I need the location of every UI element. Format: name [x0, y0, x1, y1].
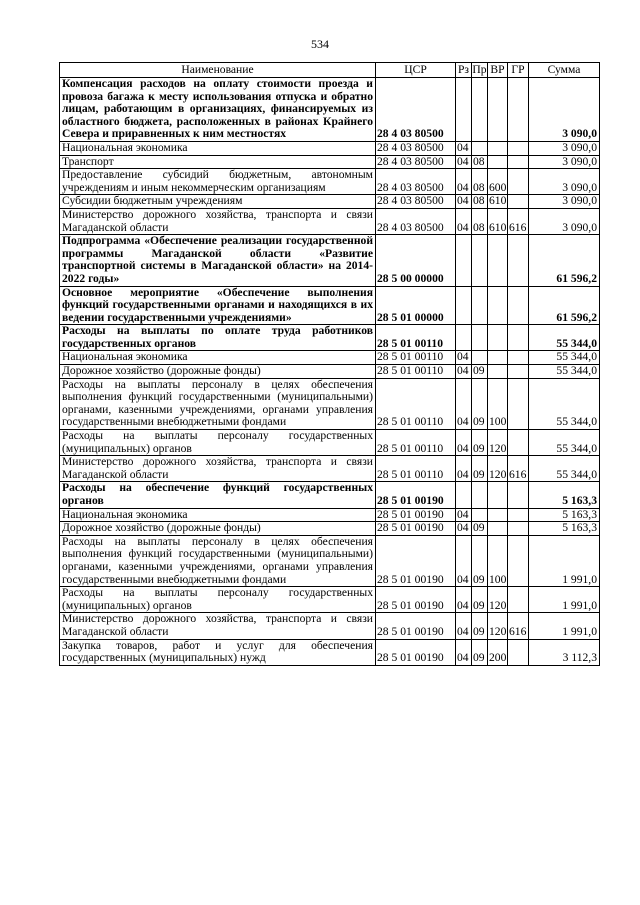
cell-vr: [488, 508, 508, 522]
cell-sum: 61 596,2: [529, 235, 600, 286]
cell-vr: [488, 286, 508, 325]
cell-pr: [472, 235, 488, 286]
cell-csr: 28 5 01 00190: [376, 522, 456, 536]
cell-sum: 3 090,0: [529, 169, 600, 195]
cell-sum: 1 991,0: [529, 535, 600, 586]
cell-csr: 28 4 03 80500: [376, 195, 456, 209]
table-row: [60, 456, 600, 482]
cell-csr: 28 5 01 00110: [376, 351, 456, 365]
cell-name: Расходы на выплаты персоналу в целях обеспечения выполнения функций государственными (муниципальными) органами, казенными учреждениями, органами управления государственными внебюджетными фондами: [60, 535, 376, 586]
table-row: [60, 169, 600, 195]
cell-gr: [508, 378, 529, 429]
cell-name: Расходы на выплаты персоналу в целях обеспечения выполнения функций государственными (муниципальными) органами, казенными учреждениями, органами управления государственными внебюджетными фондами: [60, 378, 376, 429]
cell-name: Расходы на выплаты персоналу государственных (муниципальных) органов: [60, 587, 376, 613]
cell-name: Расходы на обеспечение функций государственных органов: [60, 482, 376, 508]
cell-rz: 04: [456, 430, 472, 456]
cell-rz: 04: [456, 141, 472, 155]
cell-name: Дорожное хозяйство (дорожные фонды): [60, 365, 376, 379]
cell-csr: 28 5 01 00000: [376, 286, 456, 325]
cell-csr: 28 4 03 80500: [376, 78, 456, 142]
cell-sum: 55 344,0: [529, 456, 600, 482]
cell-rz: 04: [456, 378, 472, 429]
cell-pr: 09: [472, 378, 488, 429]
cell-csr: 28 5 01 00190: [376, 482, 456, 508]
cell-rz: 04: [456, 155, 472, 169]
cell-rz: [456, 286, 472, 325]
cell-rz: 04: [456, 522, 472, 536]
cell-csr: 28 5 01 00190: [376, 639, 456, 665]
cell-csr: 28 5 01 00110: [376, 456, 456, 482]
cell-sum: 3 090,0: [529, 78, 600, 142]
cell-pr: [472, 141, 488, 155]
cell-csr: 28 4 03 80500: [376, 155, 456, 169]
cell-sum: 3 090,0: [529, 208, 600, 234]
cell-vr: 120: [488, 613, 508, 639]
table-row: [60, 195, 600, 209]
cell-rz: 04: [456, 456, 472, 482]
table-row: [60, 325, 600, 351]
cell-sum: 3 112,3: [529, 639, 600, 665]
cell-rz: [456, 325, 472, 351]
cell-sum: 5 163,3: [529, 508, 600, 522]
cell-name: Национальная экономика: [60, 508, 376, 522]
cell-vr: 100: [488, 535, 508, 586]
cell-vr: 120: [488, 430, 508, 456]
header-vr: ВР: [488, 63, 508, 78]
cell-rz: 04: [456, 613, 472, 639]
cell-name: Расходы на выплаты персоналу государственных (муниципальных) органов: [60, 430, 376, 456]
cell-csr: 28 5 01 00190: [376, 535, 456, 586]
table-row: [60, 155, 600, 169]
table-header-row: [60, 63, 600, 78]
cell-sum: 61 596,2: [529, 286, 600, 325]
header-pr: Пр: [472, 62, 487, 76]
cell-rz: [456, 235, 472, 286]
page-number: 534: [311, 37, 329, 51]
cell-sum: 1 991,0: [529, 613, 600, 639]
table-row: [60, 613, 600, 639]
cell-vr: [488, 235, 508, 286]
cell-vr: 100: [488, 378, 508, 429]
cell-pr: 09: [472, 613, 488, 639]
table-row: [60, 208, 600, 234]
cell-gr: 616: [508, 613, 529, 639]
cell-name: Дорожное хозяйство (дорожные фонды): [60, 522, 376, 536]
cell-sum: 3 090,0: [529, 155, 600, 169]
cell-sum: 1 991,0: [529, 587, 600, 613]
cell-vr: [488, 325, 508, 351]
cell-sum: 55 344,0: [529, 378, 600, 429]
cell-csr: 28 4 03 80500: [376, 169, 456, 195]
cell-rz: [456, 78, 472, 142]
cell-rz: 04: [456, 195, 472, 209]
table-row: [60, 587, 600, 613]
cell-name: Министерство дорожного хозяйства, транспорта и связи Магаданской области: [60, 208, 376, 234]
table-row: [60, 535, 600, 586]
cell-sum: 5 163,3: [529, 522, 600, 536]
cell-vr: [488, 482, 508, 508]
table-row: [60, 508, 600, 522]
cell-gr: [508, 195, 529, 209]
table-row: [60, 522, 600, 536]
cell-vr: [488, 522, 508, 536]
cell-name: Предоставление субсидий бюджетным, автономным учреждениям и иным некоммерческим организациям: [60, 169, 376, 195]
cell-rz: [456, 482, 472, 508]
header-name: Наименование: [60, 63, 376, 78]
cell-pr: 09: [472, 639, 488, 665]
cell-name: Субсидии бюджетным учреждениям: [60, 195, 376, 209]
cell-gr: [508, 351, 529, 365]
cell-vr: [488, 365, 508, 379]
table-row: [60, 141, 600, 155]
cell-sum: 55 344,0: [529, 430, 600, 456]
cell-name: Национальная экономика: [60, 141, 376, 155]
cell-name: Основное мероприятие «Обеспечение выполнения функций государственными органами и находящихся в их ведении государственными учреждениями»: [60, 286, 376, 325]
cell-vr: 120: [488, 587, 508, 613]
cell-vr: [488, 78, 508, 142]
cell-pr: [472, 78, 488, 142]
header-csr: ЦСР: [376, 63, 456, 78]
cell-vr: 610: [488, 208, 508, 234]
cell-pr: [472, 286, 488, 325]
cell-rz: 04: [456, 169, 472, 195]
cell-csr: 28 5 01 00190: [376, 587, 456, 613]
budget-table: [59, 62, 600, 666]
cell-gr: [508, 522, 529, 536]
table-row: [60, 235, 600, 286]
cell-pr: 09: [472, 456, 488, 482]
cell-gr: [508, 325, 529, 351]
cell-sum: 55 344,0: [529, 351, 600, 365]
cell-name: Закупка товаров, работ и услуг для обеспечения государственных (муниципальных) нужд: [60, 639, 376, 665]
cell-csr: 28 5 01 00190: [376, 613, 456, 639]
cell-name: Компенсация расходов на оплату стоимости проезда и провоза багажа к месту использования отпуска и обратно лицам, работающим в организациях, финансируемых из областного бюджета, расположенных в районах Крайнего Севера и приравненных к ним местностях: [60, 78, 376, 142]
cell-gr: [508, 535, 529, 586]
cell-rz: 04: [456, 351, 472, 365]
cell-rz: 04: [456, 508, 472, 522]
cell-vr: 600: [488, 169, 508, 195]
cell-gr: [508, 365, 529, 379]
cell-pr: 09: [472, 365, 488, 379]
cell-sum: 3 090,0: [529, 141, 600, 155]
cell-rz: 04: [456, 365, 472, 379]
cell-name: Транспорт: [60, 155, 376, 169]
cell-pr: 09: [472, 535, 488, 586]
cell-csr: 28 4 03 80500: [376, 208, 456, 234]
table-row: [60, 430, 600, 456]
table-row: [60, 365, 600, 379]
cell-sum: 55 344,0: [529, 365, 600, 379]
header-rz: Рз: [456, 63, 472, 78]
cell-vr: 610: [489, 194, 507, 208]
cell-gr: [508, 141, 529, 155]
cell-gr: [508, 430, 529, 456]
cell-csr: 28 5 01 00110: [376, 365, 456, 379]
cell-gr: [508, 482, 529, 508]
cell-name: Министерство дорожного хозяйства, транспорта и связи Магаданской области: [60, 613, 376, 639]
cell-csr: 28 4 03 80500: [376, 141, 456, 155]
table-row: [60, 482, 600, 508]
cell-pr: 08: [472, 195, 488, 209]
cell-gr: [508, 508, 529, 522]
cell-rz: 04: [456, 208, 472, 234]
cell-gr: [508, 587, 529, 613]
cell-vr: [488, 351, 508, 365]
cell-vr: [488, 141, 508, 155]
cell-sum: 5 163,3: [529, 482, 600, 508]
cell-gr: 616: [508, 208, 529, 234]
table-row: [60, 286, 600, 325]
cell-sum: 3 090,0: [529, 195, 600, 209]
cell-name: Министерство дорожного хозяйства, транспорта и связи Магаданской области: [60, 456, 376, 482]
cell-name: Подпрограмма «Обеспечение реализации государственной программы Магаданской области «Развитие транспортной системы в Магаданской области» на 2014-2022 годы»: [60, 235, 376, 286]
cell-gr: [508, 169, 529, 195]
cell-csr: 28 5 01 00110: [376, 378, 456, 429]
header-sum: Сумма: [529, 63, 600, 78]
cell-rz: 04: [456, 587, 472, 613]
cell-pr: [472, 482, 488, 508]
cell-gr: [508, 78, 529, 142]
cell-pr: 08: [472, 155, 488, 169]
cell-gr: 616: [508, 456, 529, 482]
cell-name: Расходы на выплаты по оплате труда работников государственных органов: [60, 325, 376, 351]
cell-pr: 09: [472, 522, 488, 536]
cell-csr: 28 5 01 00110: [376, 325, 456, 351]
cell-csr: 28 5 01 00110: [376, 430, 456, 456]
table-row: [60, 78, 600, 142]
cell-vr: 200: [488, 639, 508, 665]
cell-rz: 04: [456, 535, 472, 586]
cell-gr: [508, 155, 529, 169]
cell-name: Национальная экономика: [60, 351, 376, 365]
cell-pr: 09: [472, 430, 488, 456]
cell-pr: 09: [472, 587, 488, 613]
cell-pr: 08: [472, 208, 488, 234]
cell-pr: 08: [472, 169, 488, 195]
cell-gr: [508, 235, 529, 286]
cell-sum: 55 344,0: [529, 325, 600, 351]
table-row: [60, 378, 600, 429]
header-gr: ГР: [508, 63, 529, 78]
table-row: [60, 639, 600, 665]
cell-gr: [508, 286, 529, 325]
cell-gr: [508, 639, 529, 665]
cell-vr: 120: [488, 456, 508, 482]
cell-pr: [472, 351, 488, 365]
cell-csr: 28 5 00 00000: [376, 235, 456, 286]
cell-pr: [472, 508, 488, 522]
table-row: [60, 351, 600, 365]
cell-csr: 28 5 01 00190: [376, 508, 456, 522]
cell-rz: 04: [456, 639, 472, 665]
cell-vr: [488, 155, 508, 169]
cell-pr: [472, 325, 488, 351]
